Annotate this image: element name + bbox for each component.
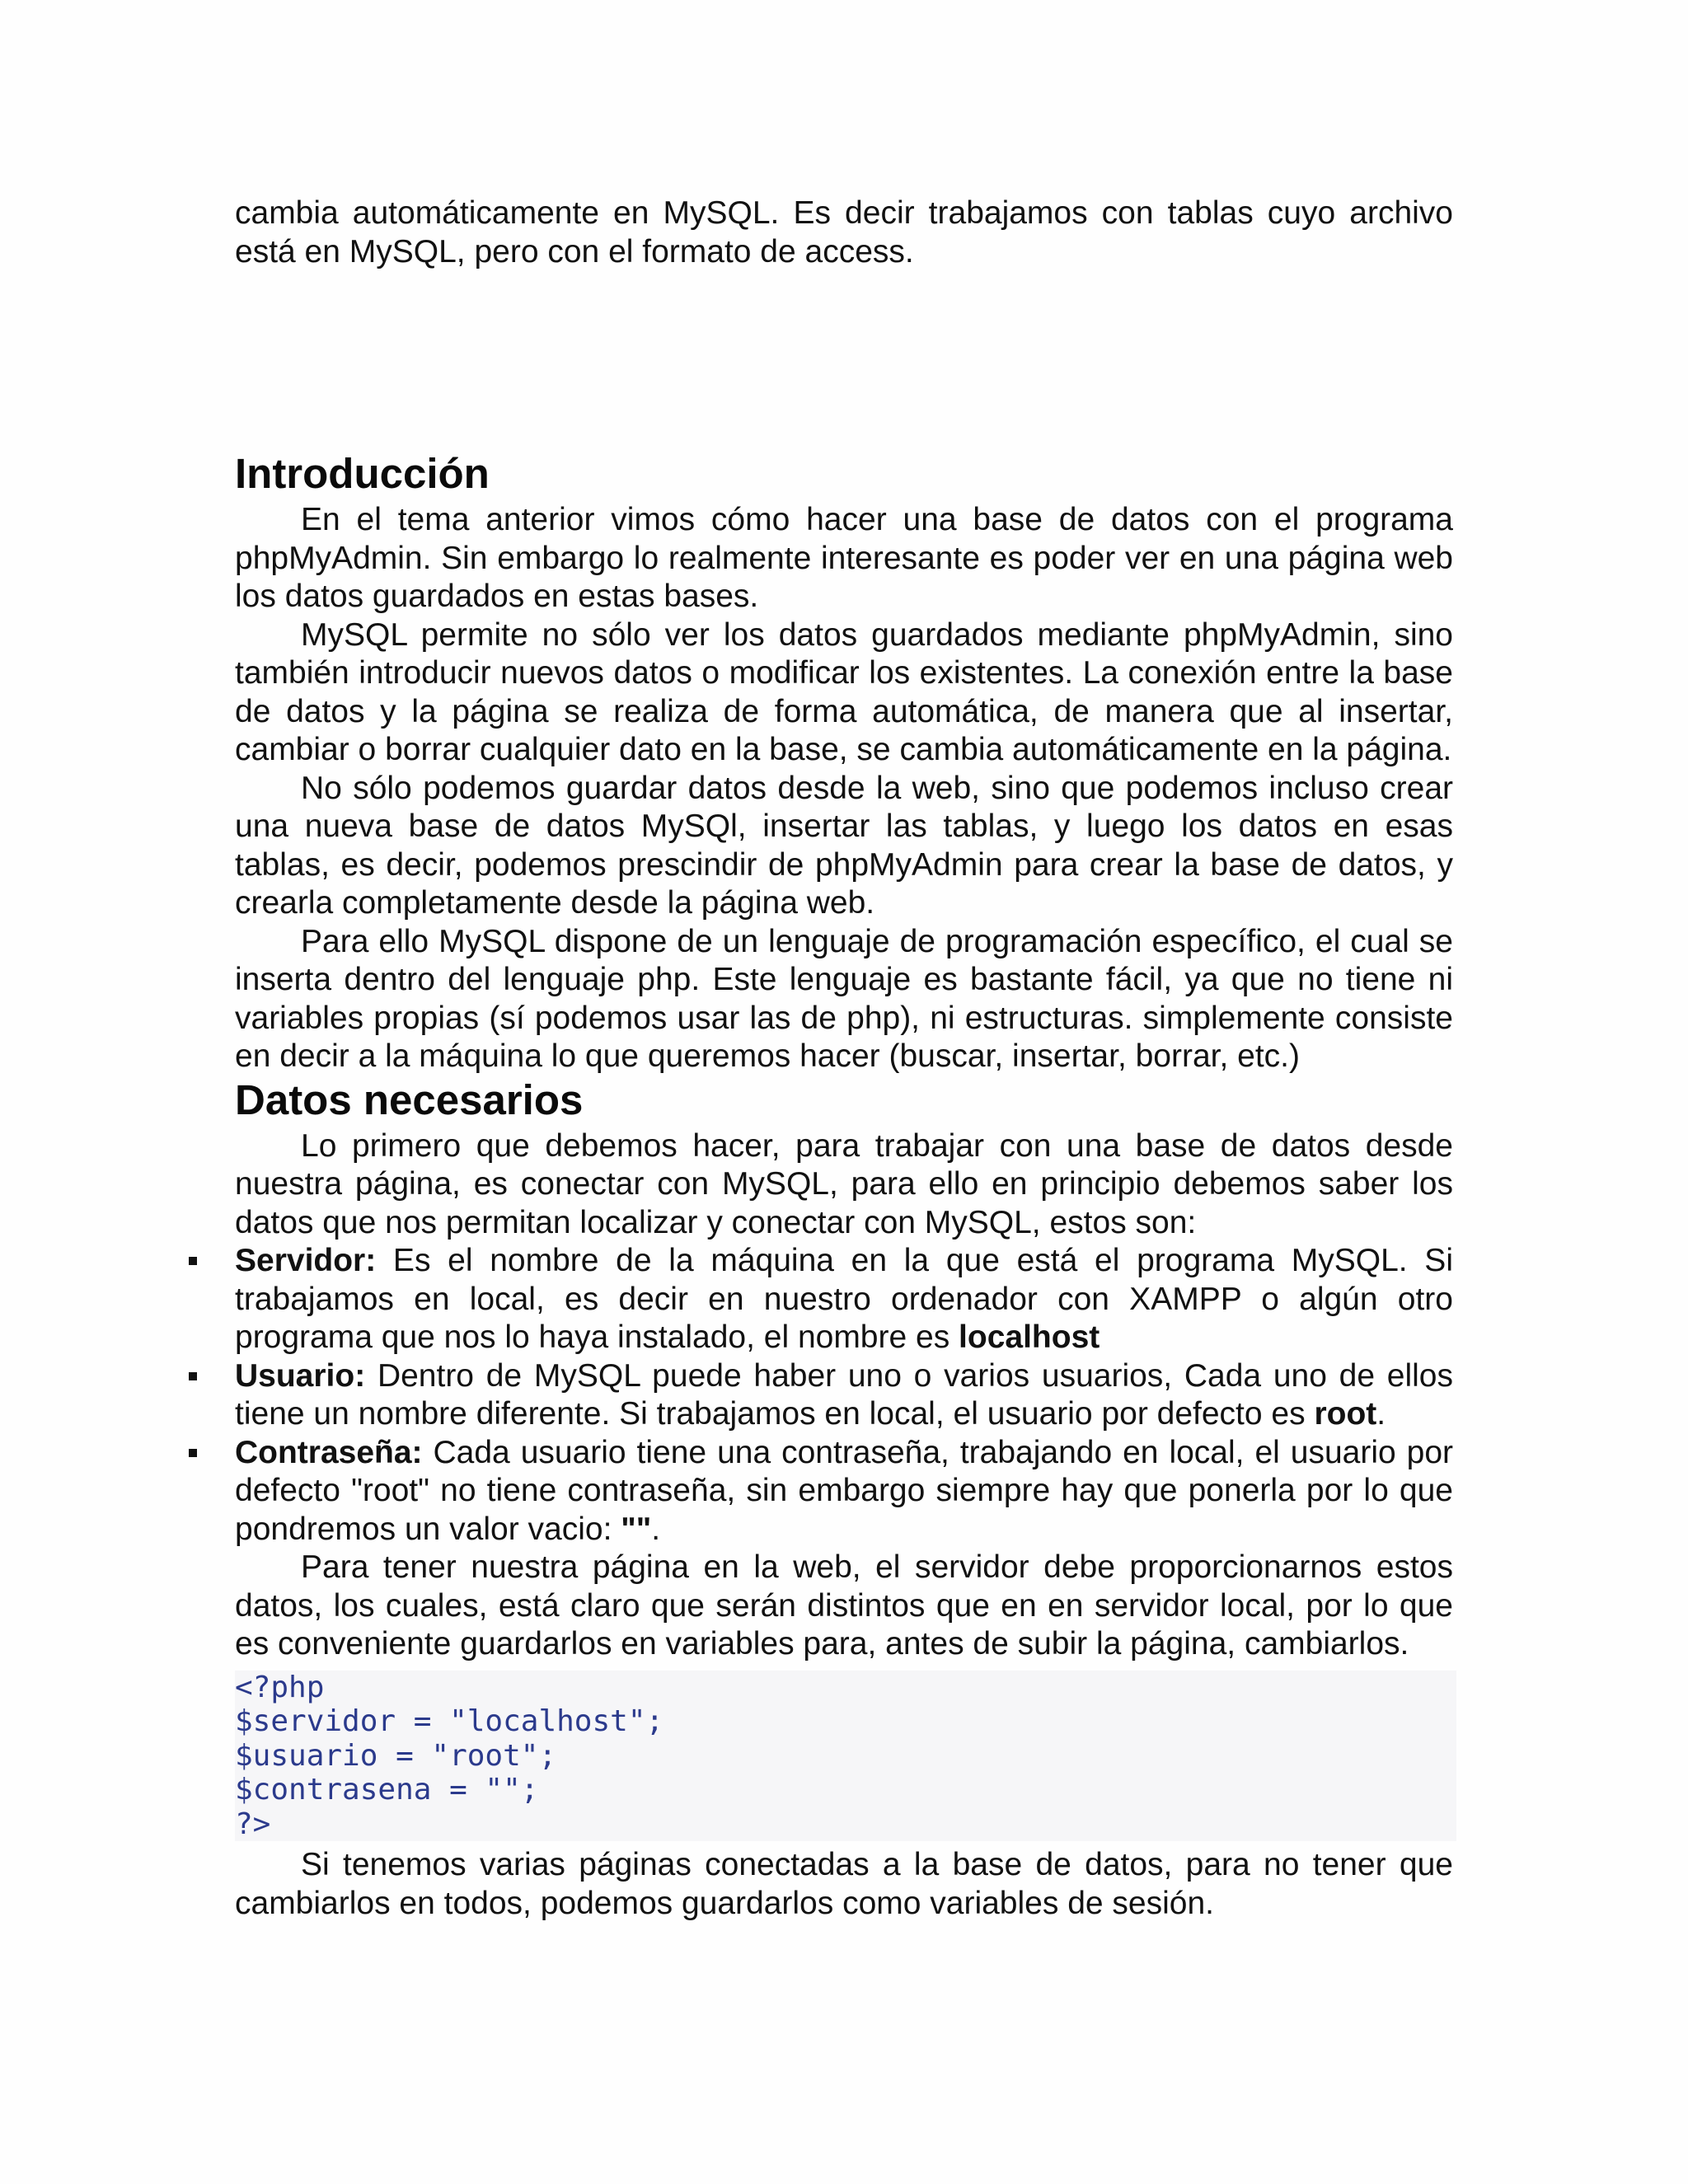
code-line: <?php [235,1670,325,1704]
desc-contrasena: Cada usuario tiene una contraseña, trabajando en local, el usuario por defecto "root" no tiene contraseña, sin embargo siempre hay que ponerla por lo que pondremos un valor vacio: [235,1434,1453,1547]
tail-contrasena: . [651,1511,661,1547]
square-bullet-icon [189,1449,197,1457]
code-line: $contrasena = ""; [235,1773,539,1807]
term-usuario: Usuario: [235,1357,366,1394]
intro-paragraph-1: En el tema anterior vimos cómo hacer una base de datos con el programa phpMyAdmin. Sin embargo lo realmente interesante es poder ver en una página web los datos guardados en estas bases. [235,502,1453,614]
list-item-servidor [235,1242,1453,1357]
code-line: $servidor = "localhost"; [235,1704,664,1738]
heading-introduccion: Introducción [235,450,490,497]
value-root: root [1314,1396,1377,1432]
value-empty-string: "" [621,1511,652,1547]
page-content [235,194,1453,1923]
intro-paragraph-3: No sólo podemos guardar datos desde la web, sino que podemos incluso crear una nueva base de datos MySQl, insertar las tablas, y luego los datos en esas tablas, es decir, podemos prescindir de phpMyAdmin para crear la base de datos, y crearla completamente desde la página web. [235,770,1453,921]
connection-data-list [235,1242,1453,1549]
tail-usuario: . [1376,1396,1386,1432]
square-bullet-icon [189,1372,197,1380]
datos-lead-paragraph: Lo primero que debemos hacer, para trabajar con una base de datos desde nuestra página, es conectar con MySQL, para ello en principio debemos saber los datos que nos permitan localizar y conectar con MySQL, estos son: [235,1127,1453,1240]
code-line: ?> [235,1807,271,1841]
term-servidor: Servidor: [235,1243,377,1278]
intro-paragraph-4: Para ello MySQL dispone de un lenguaje de programación específico, el cual se inserta dentro del lenguaje php. Este lenguaje es bastante fácil, ya que no tiene ni variables propias (sí podemos usar las de php), ni estructuras. simplemente consiste en decir a la máquina lo que queremos hacer (buscar, insertar, borrar, etc.) [235,923,1453,1074]
desc-servidor: Es el nombre de la máquina en la que está el programa MySQL. Si trabajamos en local, es decir en nuestro ordenador con XAMPP o algún otro programa que nos lo haya instalado, el nombre es [235,1243,1453,1355]
list-item-contrasena [235,1434,1453,1549]
heading-datos-necesarios: Datos necesarios [235,1076,584,1123]
after-bullets-paragraph: Para tener nuestra página en la web, el servidor debe proporcionarnos estos datos, los cuales, está claro que serán distintos que en en servidor local, por lo que es conveniente guardarlos en variables para, antes de subir la página, cambiarlos. [235,1549,1453,1661]
intro-paragraph-2: MySQL permite no sólo ver los datos guardados mediante phpMyAdmin, sino también introducir nuevos datos o modificar los existentes. La conexión entre la base de datos y la página se realiza de forma automática, de manera que al insertar, cambiar o borrar cualquier dato en la base, se cambia automáticamente en la página. [235,616,1453,767]
php-code-block [235,1671,1456,1842]
list-item-usuario [235,1357,1453,1434]
desc-usuario: Dentro de MySQL puede haber uno o varios usuarios, Cada uno de ellos tiene un nombre diferente. Si trabajamos en local, el usuario por defecto es [235,1357,1453,1432]
value-localhost: localhost [959,1319,1100,1355]
continuation-paragraph: cambia automáticamente en MySQL. Es decir trabajamos con tablas cuyo archivo está en MySQL, pero con el formato de access. [235,195,1453,269]
code-line: $usuario = "root"; [235,1738,557,1773]
term-contrasena: Contraseña: [235,1434,423,1470]
square-bullet-icon [189,1257,197,1265]
closing-paragraph: Si tenemos varias páginas conectadas a la base de datos, para no tener que cambiarlos en todos, podemos guardarlos como variables de sesión. [235,1847,1453,1921]
